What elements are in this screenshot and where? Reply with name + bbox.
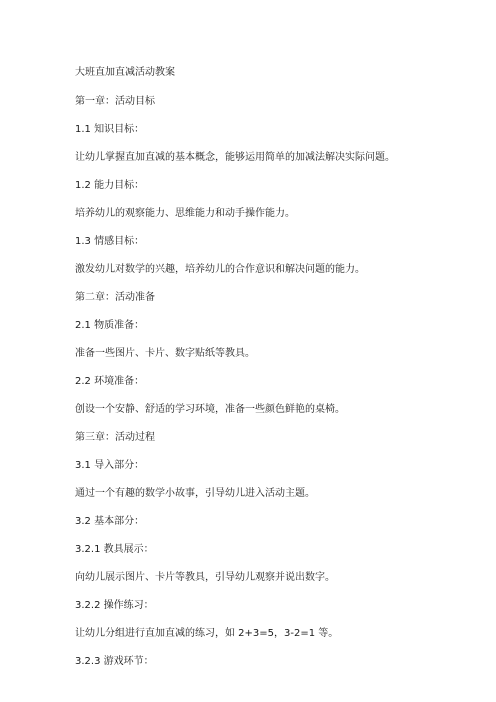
paragraph-3-2-2: 让幼儿分组进行直加直减的练习，如 2+3=5，3-2=1 等。 bbox=[75, 628, 339, 639]
paragraph-1-2: 培养幼儿的观察能力、思维能力和动手操作能力。 bbox=[75, 208, 295, 219]
section-heading-2-1: 2.1 物质准备： bbox=[75, 320, 145, 331]
subsection-heading-3-2-3: 3.2.3 游戏环节： bbox=[75, 656, 154, 667]
chapter-heading-3: 第三章：活动过程 bbox=[75, 432, 155, 443]
subsection-heading-3-2-1: 3.2.1 教具展示： bbox=[75, 544, 154, 555]
paragraph-2-1: 准备一些图片、卡片、数字贴纸等教具。 bbox=[75, 348, 255, 359]
paragraph-3-2-1: 向幼儿展示图片、卡片等教具，引导幼儿观察并说出数字。 bbox=[75, 572, 335, 583]
chapter-heading-2: 第二章：活动准备 bbox=[75, 292, 155, 303]
section-heading-1-1: 1.1 知识目标： bbox=[75, 124, 145, 135]
paragraph-3-1: 通过一个有趣的数学小故事，引导幼儿进入活动主题。 bbox=[75, 488, 315, 499]
paragraph-2-2: 创设一个安静、舒适的学习环境，准备一些颜色鲜艳的桌椅。 bbox=[75, 404, 345, 415]
document-title: 大班直加直减活动教案 bbox=[75, 67, 175, 78]
section-heading-3-2: 3.2 基本部分： bbox=[75, 516, 145, 527]
section-heading-1-2: 1.2 能力目标： bbox=[75, 180, 145, 191]
section-heading-2-2: 2.2 环境准备： bbox=[75, 376, 145, 387]
paragraph-1-3: 激发幼儿对数学的兴趣，培养幼儿的合作意识和解决问题的能力。 bbox=[75, 264, 365, 275]
chapter-heading-1: 第一章：活动目标 bbox=[75, 96, 155, 107]
subsection-heading-3-2-2: 3.2.2 操作练习： bbox=[75, 600, 154, 611]
paragraph-1-1: 让幼儿掌握直加直减的基本概念，能够运用简单的加减法解决实际问题。 bbox=[75, 152, 395, 163]
section-heading-1-3: 1.3 情感目标： bbox=[75, 236, 145, 247]
section-heading-3-1: 3.1 导入部分： bbox=[75, 460, 145, 471]
